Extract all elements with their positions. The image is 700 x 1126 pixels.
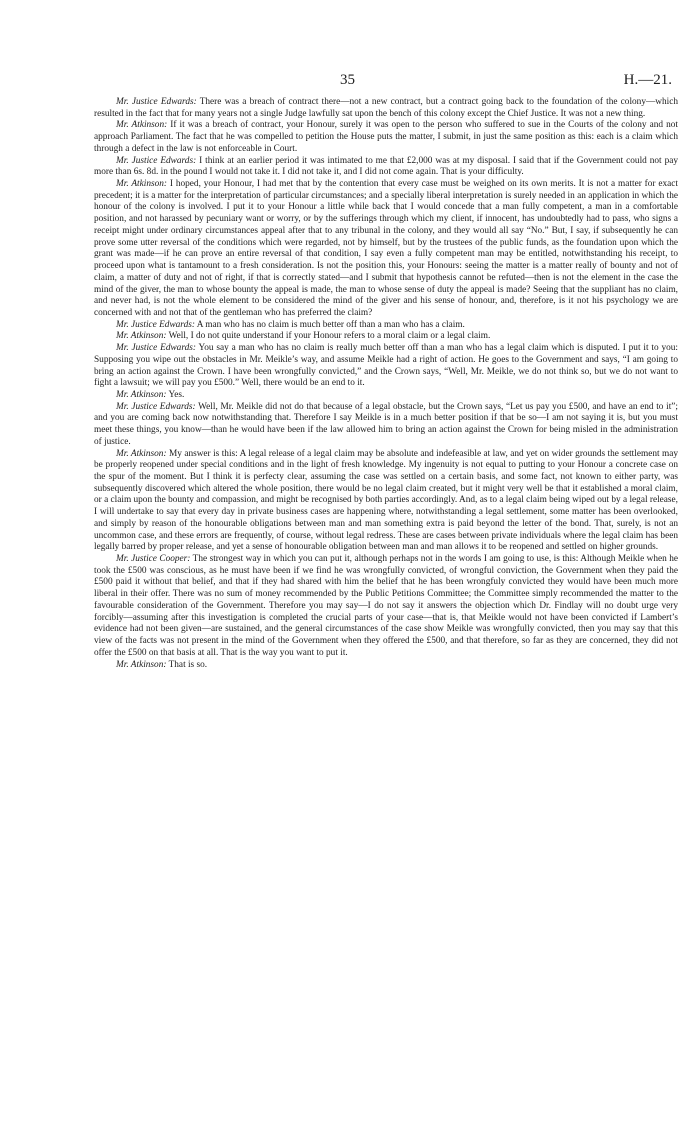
speaker-name: Mr. Justice Cooper: [116,554,191,565]
speaker-name: Mr. Atkinson: [116,120,168,131]
speaker-name: Mr. Justice Edwards: [116,97,197,107]
speaker-name: Mr. Atkinson: [116,659,167,670]
speaker-name: Mr. Atkinson: [116,389,167,400]
speaker-name: Mr. Justice Edwards: [116,155,197,166]
paragraph-text: You say a man who has no claim is really much better off than a man who has a legal claim which is disputed. I put it to you: Supposing you wipe out the obstacles in Mr. Meikle’s way, and assume Meikle had a right of action. He goes to the Government and says, “I am going to bring an action against the Crown. I have been wrongfully convicted,” and the Crown says, “Well, Mr. Meikle, we do not think so, but we do not want to fight a lawsuit; we will pay you £500.” Well, there would be an end to it. [94,343,678,389]
paragraph [94,331,678,343]
paragraph [94,402,678,449]
paragraph [94,343,678,390]
paragraph-text: Yes. [168,389,185,400]
paragraph [94,179,678,320]
transcript-body [94,97,678,671]
paragraph-text: The strongest way in which you can put it, although perhaps not in the words I am going to use, is this: Although Meikle when he took the £500 was conscious, as he must have been if we find he was wrongfully convicted, of wrongful conviction, the Government when they paid the £500 paid it without that belief, and that if they had shared with him the belief that he has been wrongfuly convicted they would have been much more liberal in their offer. There was no sum of money recommended by the Public Petitions Committee; the Committee simply recommended the matter to the favourable consideration of the Government. Therefore you may say—I do not say it answers the objection which Dr. Findlay will no doubt urge very forcibly—assuming after this investigation is completed the crucial parts of your case—that is, that Meikle would not have been convicted if Lambert’s evidence had not been given—are sustained, and the general circumstances of the case show Meikle was wrongfully convicted, then you may say that this view of the facts was not present in the mind of the Government when they offered the £500, and that therefore, so far as they are concerned, they did not offer the £500 on that basis at all. That is the way you want to put it. [94,554,679,658]
paragraph-text: I think at an earlier period it was intimated to me that £2,000 was at my disposal. I said that if the Government could not pay more than 6s. 8d. in the pound I would not take it. I did not take it, and I did not come again. That is your difficulty. [94,155,678,178]
speaker-name: Mr. Atkinson: [116,448,167,459]
paragraph [94,390,678,402]
speaker-name: Mr. Justice Edwards: [116,319,195,330]
paragraph-text: There was a breach of contract there—not a new contract, but a contract going back to the foundation of the colony—which resulted in the fact that for many years not a single Judge lawfully sat upon the bench of this colony except the Chief Justice. It was not a new thing. [94,97,679,119]
speaker-name: Mr. Justice Edwards: [116,343,196,354]
paragraph-text: A man who has no claim is much better off than a man who has a claim. [196,319,465,330]
paragraph [94,120,678,155]
paragraph-text: My answer is this: A legal release of a legal claim may be absolute and indefeasible at law, and yet on wider grounds the settlement may be properly reopened under special conditions and in the light of fresh knowledge. My ingenuity is not equal to putting to your Honour a concrete case on the spur of the moment. But I think it is perfecty clear, assuming the case was settled on a certain basis, and some fact, not known to either party, was subsequently discovered which altered the whole position, there would be no legal claim created, but it might very well be that it established a moral claim, or a claim upon the bounty and compassion, and might be recognised by both parties accordingly. And, as to a legal claim being wiped out by a legal release, I will undertake to say that every day in private business cases are happening where, notwithstanding a legal settlement, some matter has been overlooked, and simply by reason of the honourable obligations between man and man something extra is paid beyond the letter of the bond. That, surely, is not an uncommon case, and these errors are frequently, of course, without legal redress. These are cases between private individuals where the legal claim has been legally barred by proper release, and yet a sense of honourable obligation between man and man allows it to be reopened and settled on higher grounds. [94,448,678,553]
paragraph-text: I hoped, your Honour, I had met that by the contention that every case must be weighed on its own merits. It is not a matter for exact precedent; it is a matter for the interpretation of particular circumstances; and a specially liberal interpretation is surely needed in an application in which the honour of the colony is involved. I put it to your Honour a little while back that I would concede that a man fully competent, a man in a comfortable position, and not harassed by pecuniary want or worry, or by the sufferings through which my client, if innocent, has undoubtedly had to pass, who signs a receipt might under ordinary circumstances appeal after that to any tribunal in the colony, and they would all say “No.” But, I say, if subsequently he can prove some utter reversal of the conditions which were regarded, not by himself, but by the trustees of the public funds, as the foundation upon which the grant was made—if he can prove an entire reversal of that condition, I say even a fully competent man may be entitled, notwithstanding his receipt, to proceed upon what is tantamount to a fresh consideration. Is not the position this, your Honours: seeing the matter is a matter really of bounty and not of claim, a matter of duty and not of right, if that is correctly stated—and I submit that hypothesis cannot be refuted—then is not the element in the case the mind of the giver, the man to whose bounty the appeal is made, the man to whose sense of duty the appeal is made? Seeing that the suppliant has no claim, and never had, is not the whole element to be considered the mind of the giver and his sense of honour, and, therefore, is it not his psychology we are concerned with and not that of the gentleman who has preferred the claim? [94,179,678,318]
paragraph [94,554,678,659]
paragraph [94,97,678,120]
paragraph [94,320,678,332]
paragraph [94,156,678,179]
paragraph [94,449,678,554]
speaker-name: Mr. Atkinson: [116,331,167,342]
paragraph-text: That is so. [168,659,208,670]
speaker-name: Mr. Justice Edwards: [116,401,196,412]
paragraph-text: Well, Mr. Meikle did not do that because of a legal obstacle, but the Crown says, “Let us pay you £500, and have an end to it”; and you are coming back now notwithstanding that. Therefore I say Meikle is in a much better position if that be so—I am not saying it is, but you must meet these things, you know—than he would have been if the law allowed him to bring an action against the Crown for being misled in the administration of justice. [94,401,678,447]
page-number: 35 [340,72,355,88]
page-header [100,72,672,92]
speaker-name: Mr. Atkinson: [116,179,167,190]
document-code: H.—21. [623,72,672,88]
paragraph-text: If it was a breach of contract, your Honour, surely it was open to the person who suffered to sue in the Courts of the colony and not approach Parliament. The fact that he was compelled to petition the House puts the matter, I submit, in just the same position as this: each is a claim which through a defect in the law is not enforceable in Court. [94,120,678,154]
paragraph-text: Well, I do not quite understand if your Honour refers to a moral claim or a legal claim. [168,331,491,342]
paragraph [94,660,678,672]
